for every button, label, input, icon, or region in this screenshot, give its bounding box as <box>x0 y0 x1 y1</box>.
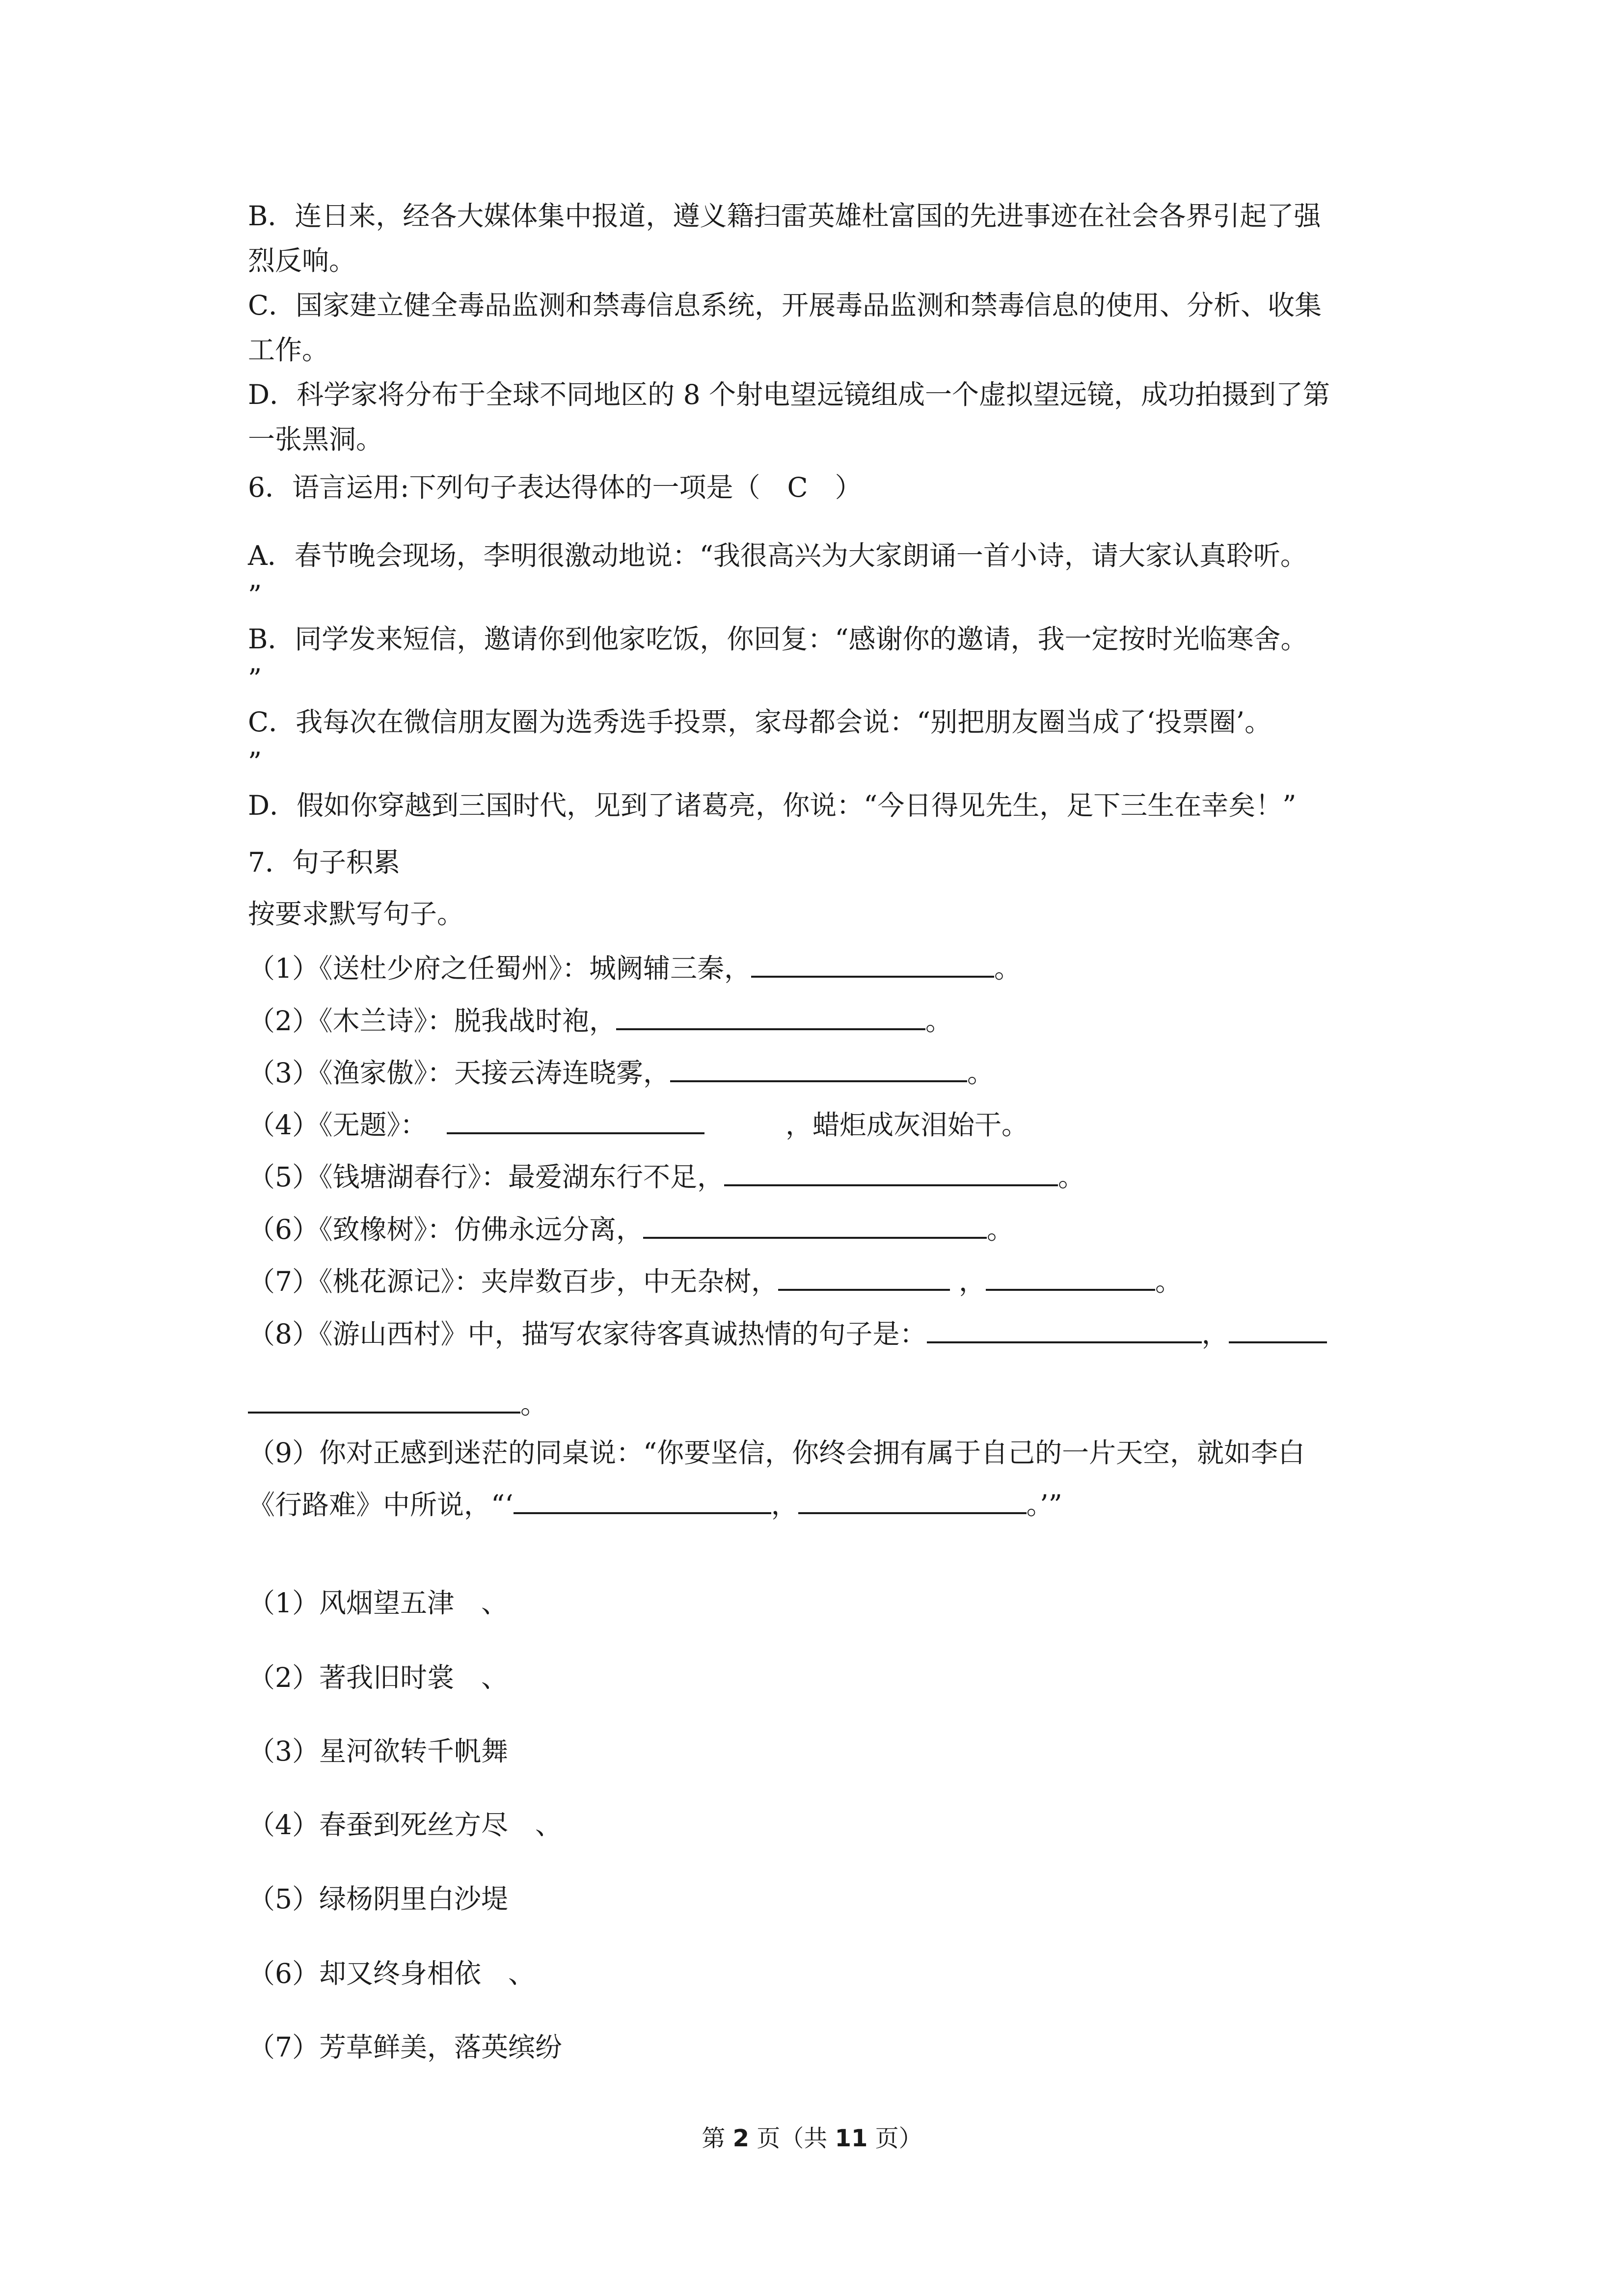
q5-option-d-line2: 一张黑洞。 <box>248 424 383 455</box>
q5-option-b-line2: 烈反响。 <box>248 245 356 276</box>
q5-option-b-line1: B．连日来，经各大媒体集中报道，遵义籍扫雷英雄杜富国的先进事迹在社会各界引起了强 <box>248 200 1321 232</box>
q5-option-d-line1: D．科学家将分布于全球不同地区的 8 个射电望远镜组成一个虚拟望远镜，成功拍摄到了第 <box>248 379 1330 410</box>
answer-6: （6）却又终身相依 、 <box>248 1958 535 1989</box>
total-pages: 11 <box>835 2125 868 2152</box>
q6-option-c-line2: ” <box>248 747 262 778</box>
q7-item-5: （5）《钱塘湖春行》：最爱湖东行不足， 。 <box>248 1161 1085 1193</box>
q6-option-d: D．假如你穿越到三国时代，见到了诸葛亮，你说：“今日得见先生，足下三生在幸矣！” <box>248 790 1297 821</box>
answer-blank[interactable] <box>514 1490 771 1514</box>
q6-stem: 6．语言运用:下列句子表达得体的一项是（ C ） <box>248 472 862 503</box>
page-footer: 第 2 页（共 11 页） <box>702 2125 922 2152</box>
answer-blank[interactable] <box>248 1389 520 1414</box>
q6-option-a-line2: ” <box>248 580 262 611</box>
answer-blank[interactable] <box>798 1490 1027 1514</box>
q7-item-2: （2）《木兰诗》：脱我战时袍， 。 <box>248 1005 953 1037</box>
answer-blank[interactable] <box>670 1058 967 1082</box>
page-number: 2 <box>732 2125 750 2152</box>
answer-4: （4）春蚕到死丝方尽 、 <box>248 1809 562 1841</box>
answer-2: （2）著我旧时裳 、 <box>248 1662 508 1693</box>
q6-option-c-line1: C．我每次在微信朋友圈为选秀选手投票，家母都会说：“别把朋友圈当成了‘投票圈’。 <box>248 706 1272 738</box>
q5-option-c-line2: 工作。 <box>248 334 329 366</box>
q7-item-7: （7）《桃花源记》：夹岸数百步，中无杂树， ， 。 <box>248 1266 1183 1297</box>
answer-blank[interactable] <box>751 953 994 978</box>
q5-option-c-line1: C．国家建立健全毒品监测和禁毒信息系统，开展毒品监测和禁毒信息的使用、分析、收集 <box>248 290 1322 321</box>
q7-item-8: （8）《游山西村》中，描写农家待客真诚热情的句子是： ， <box>248 1319 1327 1348</box>
answer-blank[interactable] <box>643 1214 987 1239</box>
answer-3: （3）星河欲转千帆舞 <box>248 1735 508 1767</box>
answer-1: （1）风烟望五津 、 <box>248 1587 508 1619</box>
q6-option-b-line2: ” <box>248 663 262 694</box>
q7-item-1: （1）《送杜少府之任蜀州》：城阙辅三秦， 。 <box>248 953 1022 984</box>
answer-blank[interactable] <box>778 1266 950 1291</box>
answer-7: （7）芳草鲜美，落英缤纷 <box>248 2031 562 2063</box>
answer-blank[interactable] <box>1229 1319 1327 1343</box>
q7-instruction: 按要求默写句子。 <box>248 898 464 930</box>
q7-title: 7．句子积累 <box>248 847 400 878</box>
answer-blank[interactable] <box>724 1162 1058 1186</box>
answer-blank[interactable] <box>616 1006 925 1030</box>
q7-item-8-continuation: 。 <box>248 1389 547 1418</box>
answer-blank[interactable] <box>927 1319 1202 1343</box>
q7-item-6: （6）《致橡树》：仿佛永远分离， 。 <box>248 1214 1014 1245</box>
q6-option-b-line1: B．同学发来短信，邀请你到他家吃饭，你回复：“感谢你的邀请，我一定按时光临寒舍。 <box>248 623 1308 655</box>
answer-5: （5）绿杨阴里白沙堤 <box>248 1883 508 1915</box>
q6-option-a-line1: A．春节晚会现场，李明很激动地说：“我很高兴为大家朗诵一首小诗，请大家认真聆听。 <box>248 540 1307 571</box>
answer-blank[interactable] <box>986 1266 1155 1291</box>
q7-item-9-line1: （9）你对正感到迷茫的同桌说：“你要坚信，你终会拥有属于自己的一片天空，就如李白 <box>248 1437 1305 1468</box>
q7-item-9-line2: 《行路难》中所说，“‘ ， 。’” <box>248 1489 1062 1521</box>
answer-blank[interactable] <box>447 1110 704 1134</box>
q7-item-4: （4）《无题》： ，蜡炬成灰泪始干。 <box>248 1109 1029 1141</box>
q7-item-3: （3）《渔家傲》：天接云涛连晓雾， 。 <box>248 1057 995 1089</box>
